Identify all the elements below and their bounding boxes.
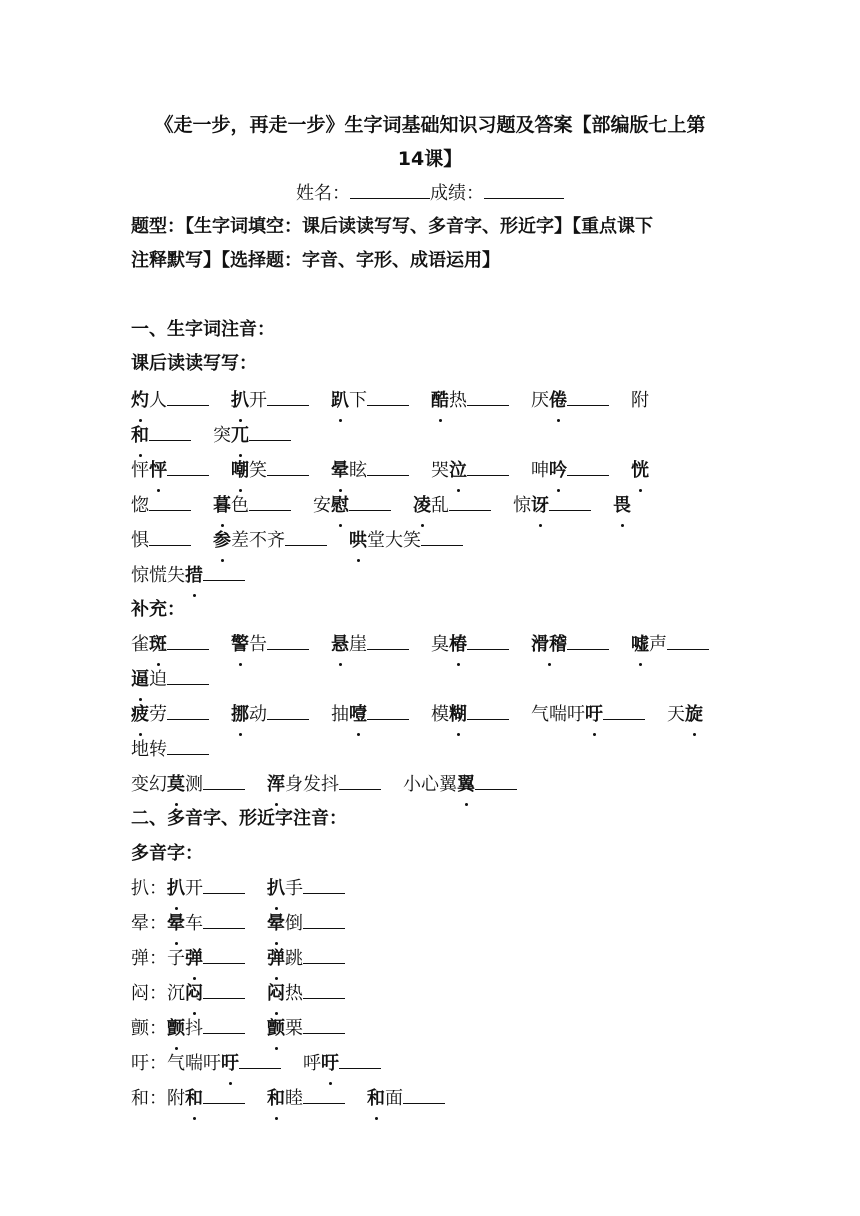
answer-blank[interactable] [567, 387, 609, 406]
vocab-prefix: 变幻 [131, 774, 167, 795]
answer-blank[interactable] [167, 631, 209, 650]
vocab-prefix: 厌 [531, 390, 549, 411]
vocab-item [213, 524, 327, 558]
vocab-item [631, 384, 649, 418]
vocab-emphasis: 怦 [149, 454, 167, 488]
answer-blank[interactable] [449, 492, 491, 511]
vocab-suffix: 开 [185, 878, 203, 899]
vocab-emphasis: 暮 [213, 489, 231, 523]
vocab-item [231, 384, 309, 418]
vocab-item [213, 489, 291, 523]
vocab-item [131, 1012, 245, 1046]
document-title-line-1: 《走一步，再走一步》生字词基础知识习题及答案【部编版七上第 [154, 114, 706, 136]
vocab-item [131, 524, 191, 558]
vocab-prefix: 天 [667, 704, 685, 725]
name-blank[interactable] [350, 176, 430, 199]
vocab-emphasis: 凌 [413, 489, 431, 523]
answer-blank[interactable] [421, 527, 463, 546]
vocab-item [267, 942, 345, 976]
answer-blank[interactable] [549, 492, 591, 511]
vocab-item [131, 559, 245, 593]
vocab-item [131, 384, 209, 418]
vocab-item [667, 698, 703, 732]
vocab-prefix: 闷：沉 [131, 983, 185, 1004]
vocab-emphasis: 闷 [267, 977, 285, 1011]
vocab-suffix: 声 [649, 634, 667, 655]
answer-blank[interactable] [167, 701, 209, 720]
answer-blank[interactable] [239, 1050, 281, 1069]
vocab-prefix: 弹：子 [131, 948, 185, 969]
answer-blank[interactable] [467, 701, 509, 720]
vocab-emphasis: 嘲 [231, 454, 249, 488]
vocab-emphasis: 晕 [331, 454, 349, 488]
vocab-prefix: 气喘吁 [531, 704, 585, 725]
vocab-emphasis: 灼 [131, 384, 149, 418]
vocab-item [231, 698, 309, 732]
vocab-suffix: 眩 [349, 460, 367, 481]
answer-blank[interactable] [203, 562, 245, 581]
vocab-prefix: 地转 [131, 739, 167, 760]
vocab-emphasis: 疲 [131, 698, 149, 732]
vocab-emphasis: 晕 [267, 907, 285, 941]
answer-blank[interactable] [149, 422, 191, 441]
vocab-line [131, 489, 631, 523]
name-score-bar [0, 176, 860, 211]
answer-blank[interactable] [403, 1085, 445, 1104]
vocab-item [531, 454, 609, 488]
vocab-prefix: 附 [631, 390, 649, 411]
question-types-line-1: 题型：【生字词填空：课后读读写写、多音字、形近字】【重点课下 [131, 216, 653, 237]
vocab-line [131, 663, 209, 697]
vocab-suffix: 差不齐 [231, 530, 285, 551]
answer-blank[interactable] [249, 492, 291, 511]
answer-blank[interactable] [149, 492, 191, 511]
vocab-item [131, 907, 245, 941]
vocab-item [131, 1047, 281, 1081]
answer-blank[interactable] [567, 631, 609, 650]
vocab-prefix: 和：附 [131, 1088, 185, 1109]
answer-blank[interactable] [203, 1085, 245, 1104]
answer-blank[interactable] [203, 771, 245, 790]
vocab-suffix: 迫 [149, 669, 167, 690]
vocab-item [531, 698, 645, 732]
vocab-item [367, 1082, 445, 1116]
answer-blank[interactable] [303, 1015, 345, 1034]
section-2-subheading-polyphonic: 多音字： [131, 843, 203, 864]
vocab-emphasis: 噎 [349, 698, 367, 732]
vocab-item [349, 524, 463, 558]
vocab-line [131, 907, 345, 941]
vocab-prefix: 晕： [131, 913, 167, 934]
vocab-emphasis: 和 [185, 1082, 203, 1116]
vocab-emphasis: 泣 [449, 454, 467, 488]
vocab-item [131, 663, 209, 697]
vocab-emphasis: 嘘 [631, 628, 649, 662]
vocab-line [131, 628, 709, 662]
answer-blank[interactable] [203, 980, 245, 999]
vocab-emphasis: 吁 [321, 1047, 339, 1081]
answer-blank[interactable] [367, 387, 409, 406]
vocab-suffix: 色 [231, 495, 249, 516]
section-2-heading: 二、多音字、形近字注音： [131, 808, 347, 829]
vocab-prefix: 扒： [131, 878, 167, 899]
answer-blank[interactable] [475, 771, 517, 790]
vocab-line [131, 698, 703, 732]
vocab-suffix: 倒 [285, 913, 303, 934]
vocab-emphasis: 逼 [131, 663, 149, 697]
answer-blank[interactable] [203, 1015, 245, 1034]
score-blank[interactable] [484, 176, 564, 199]
vocab-item [331, 454, 409, 488]
vocab-line [131, 942, 345, 976]
vocab-item [131, 733, 209, 767]
vocab-prefix: 吁：气喘吁 [131, 1053, 221, 1074]
vocab-emphasis: 吁 [221, 1047, 239, 1081]
vocab-suffix: 栗 [285, 1018, 303, 1039]
vocab-line [131, 419, 291, 453]
vocab-prefix: 惧 [131, 530, 149, 551]
vocab-prefix: 哭 [431, 460, 449, 481]
score-label: 成绩： [430, 183, 484, 204]
answer-blank[interactable] [203, 910, 245, 929]
section-1-heading: 一、生字词注音： [131, 319, 275, 340]
vocab-item [413, 489, 491, 523]
vocab-prefix: 惚 [131, 495, 149, 516]
vocab-item [313, 489, 391, 523]
vocab-suffix: 笑 [249, 460, 267, 481]
vocab-item [267, 977, 345, 1011]
answer-blank[interactable] [367, 701, 409, 720]
vocab-prefix: 安 [313, 495, 331, 516]
vocab-emphasis: 旋 [685, 698, 703, 732]
vocab-item [431, 698, 509, 732]
vocab-item [431, 454, 509, 488]
vocab-item [267, 872, 345, 906]
name-label: 姓名： [296, 183, 350, 204]
vocab-prefix: 呻 [531, 460, 549, 481]
vocab-emphasis: 倦 [549, 384, 567, 418]
vocab-line [131, 384, 649, 418]
vocab-suffix: 热 [449, 390, 467, 411]
vocab-emphasis: 挪 [231, 698, 249, 732]
vocab-item [131, 489, 191, 523]
vocab-item [213, 419, 291, 453]
vocab-prefix: 臭 [431, 634, 449, 655]
answer-blank[interactable] [167, 457, 209, 476]
vocab-item [131, 872, 245, 906]
vocab-emphasis: 弹 [185, 942, 203, 976]
answer-blank[interactable] [167, 666, 209, 685]
answer-blank[interactable] [303, 910, 345, 929]
vocab-emphasis: 莫 [167, 768, 185, 802]
vocab-suffix: 劳 [149, 704, 167, 725]
answer-blank[interactable] [303, 875, 345, 894]
answer-blank[interactable] [167, 736, 209, 755]
question-types-line-2: 注释默写】【选择题：字音、字形、成语运用】 [131, 250, 500, 271]
vocab-prefix: 惊慌失 [131, 565, 185, 586]
answer-blank[interactable] [149, 527, 191, 546]
vocab-item [631, 628, 709, 662]
answer-blank[interactable] [303, 945, 345, 964]
vocab-item [131, 1082, 245, 1116]
answer-blank[interactable] [249, 422, 291, 441]
vocab-emphasis: 畏 [613, 489, 631, 523]
vocab-emphasis: 酷 [431, 384, 449, 418]
vocab-emphasis: 兀 [231, 419, 249, 453]
vocab-suffix: 人 [149, 390, 167, 411]
vocab-item [531, 384, 609, 418]
answer-blank[interactable] [267, 457, 309, 476]
answer-blank[interactable] [467, 457, 509, 476]
vocab-suffix: 跳 [285, 948, 303, 969]
vocab-emphasis: 滑稽 [531, 628, 567, 662]
vocab-emphasis: 趴 [331, 384, 349, 418]
vocab-emphasis: 闷 [185, 977, 203, 1011]
answer-blank[interactable] [303, 1085, 345, 1104]
answer-blank[interactable] [367, 457, 409, 476]
vocab-line [131, 977, 345, 1011]
answer-blank[interactable] [339, 771, 381, 790]
vocab-suffix: 热 [285, 983, 303, 1004]
vocab-line [131, 768, 517, 802]
vocab-item [131, 419, 191, 453]
vocab-emphasis: 颤 [267, 1012, 285, 1046]
vocab-prefix: 小心翼 [403, 774, 457, 795]
vocab-line [131, 1082, 445, 1116]
section-1-subheading-textbook: 课后读读写写： [131, 353, 257, 374]
section-1-subheading-supplement: 补充： [131, 599, 185, 620]
vocab-emphasis: 警 [231, 628, 249, 662]
vocab-suffix: 测 [185, 774, 203, 795]
vocab-suffix: 身发抖 [285, 774, 339, 795]
vocab-item [131, 454, 209, 488]
vocab-line [131, 872, 345, 906]
vocab-suffix: 手 [285, 878, 303, 899]
vocab-emphasis: 慰 [331, 489, 349, 523]
vocab-emphasis: 扒 [167, 872, 185, 906]
vocab-item [131, 942, 245, 976]
answer-blank[interactable] [203, 945, 245, 964]
answer-blank[interactable] [285, 527, 327, 546]
vocab-suffix: 面 [385, 1088, 403, 1109]
answer-blank[interactable] [567, 457, 609, 476]
vocab-emphasis: 和 [367, 1082, 385, 1116]
vocab-item [131, 977, 245, 1011]
vocab-item [331, 698, 409, 732]
vocab-emphasis: 椿 [449, 628, 467, 662]
vocab-suffix: 动 [249, 704, 267, 725]
vocab-emphasis: 扒 [267, 872, 285, 906]
vocab-emphasis: 扒 [231, 384, 249, 418]
vocab-prefix: 怦 [131, 460, 149, 481]
answer-blank[interactable] [467, 387, 509, 406]
vocab-emphasis: 措 [185, 559, 203, 593]
vocab-prefix: 雀 [131, 634, 149, 655]
vocab-item [131, 628, 209, 662]
vocab-suffix: 堂大笑 [367, 530, 421, 551]
vocab-prefix: 抽 [331, 704, 349, 725]
vocab-emphasis: 颤 [167, 1012, 185, 1046]
vocab-item [267, 1082, 345, 1116]
vocab-suffix: 告 [249, 634, 267, 655]
answer-blank[interactable] [267, 631, 309, 650]
vocab-item [231, 454, 309, 488]
vocab-emphasis: 吟 [549, 454, 567, 488]
vocab-line [131, 733, 209, 767]
vocab-prefix: 惊 [513, 495, 531, 516]
vocab-item [267, 907, 345, 941]
vocab-emphasis: 恍 [631, 454, 649, 488]
vocab-item [231, 628, 309, 662]
vocab-emphasis: 弹 [267, 942, 285, 976]
vocab-suffix: 睦 [285, 1088, 303, 1109]
vocab-suffix: 下 [349, 390, 367, 411]
vocab-suffix: 抖 [185, 1018, 203, 1039]
answer-blank[interactable] [203, 875, 245, 894]
vocab-line [131, 454, 649, 488]
vocab-suffix: 乱 [431, 495, 449, 516]
vocab-prefix: 突 [213, 425, 231, 446]
vocab-emphasis: 悬 [331, 628, 349, 662]
vocab-item [331, 384, 409, 418]
vocab-item [303, 1047, 381, 1081]
answer-blank[interactable] [303, 980, 345, 999]
answer-blank[interactable] [349, 492, 391, 511]
vocab-prefix: 模 [431, 704, 449, 725]
vocab-line [131, 524, 463, 558]
vocab-item [131, 698, 209, 732]
vocab-item [331, 628, 409, 662]
vocab-item [513, 489, 591, 523]
vocab-emphasis: 吁 [585, 698, 603, 732]
vocab-item [131, 768, 245, 802]
vocab-emphasis: 参 [213, 524, 231, 558]
answer-blank[interactable] [339, 1050, 381, 1069]
answer-blank[interactable] [367, 631, 409, 650]
answer-blank[interactable] [603, 701, 645, 720]
vocab-item [613, 489, 631, 523]
vocab-emphasis: 晕 [167, 907, 185, 941]
vocab-item [631, 454, 649, 488]
vocab-prefix: 呼 [303, 1053, 321, 1074]
vocab-emphasis: 哄 [349, 524, 367, 558]
vocab-suffix: 车 [185, 913, 203, 934]
vocab-emphasis: 和 [267, 1082, 285, 1116]
vocab-item [531, 628, 609, 662]
vocab-emphasis: 糊 [449, 698, 467, 732]
vocab-item [267, 1012, 345, 1046]
answer-blank[interactable] [167, 387, 209, 406]
vocab-emphasis: 斑 [149, 628, 167, 662]
vocab-item [403, 768, 517, 802]
vocab-prefix: 颤： [131, 1018, 167, 1039]
vocab-item [431, 628, 509, 662]
answer-blank[interactable] [667, 631, 709, 650]
answer-blank[interactable] [467, 631, 509, 650]
vocab-emphasis: 讶 [531, 489, 549, 523]
vocab-line [131, 559, 245, 593]
vocab-suffix: 开 [249, 390, 267, 411]
vocab-item [267, 768, 381, 802]
vocab-item [431, 384, 509, 418]
answer-blank[interactable] [267, 387, 309, 406]
vocab-emphasis: 翼 [457, 768, 475, 802]
document-title-line-2: 14课】 [397, 148, 463, 170]
vocab-suffix: 崖 [349, 634, 367, 655]
answer-blank[interactable] [267, 701, 309, 720]
vocab-emphasis: 浑 [267, 768, 285, 802]
vocab-line [131, 1012, 345, 1046]
vocab-line [131, 1047, 381, 1081]
vocab-emphasis: 和 [131, 419, 149, 453]
